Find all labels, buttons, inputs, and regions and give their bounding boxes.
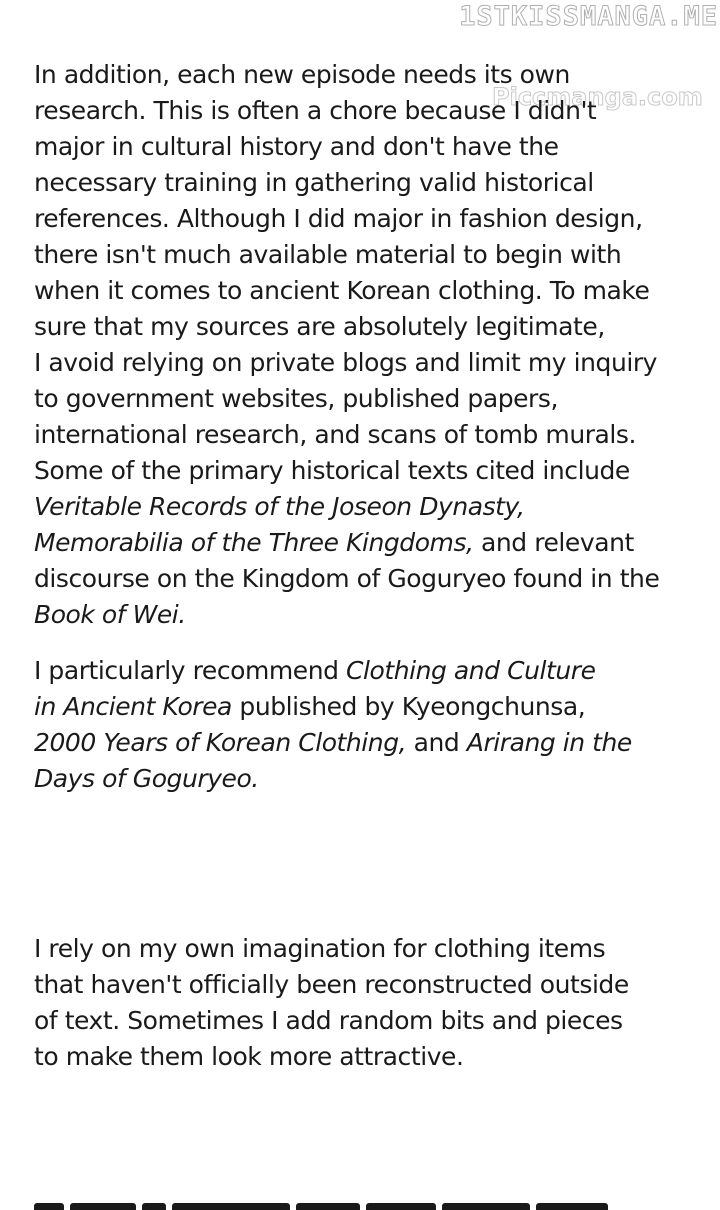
paragraph-recommendations bbox=[34, 653, 632, 797]
text-line bbox=[34, 201, 659, 237]
text-line bbox=[34, 525, 659, 561]
text-line bbox=[34, 93, 659, 129]
italic-title-text: in Ancient Korea bbox=[34, 692, 232, 721]
body-text: there isn't much available material to begin with bbox=[34, 240, 622, 269]
body-text: and bbox=[406, 728, 467, 757]
text-line bbox=[34, 381, 659, 417]
body-text: that haven't officially been reconstructed outside bbox=[34, 970, 629, 999]
paragraph-research bbox=[34, 57, 659, 633]
text-line bbox=[34, 761, 632, 797]
body-text: when it comes to ancient Korean clothing. To make bbox=[34, 276, 650, 305]
italic-title-text: Arirang in the bbox=[466, 728, 632, 757]
text-line bbox=[34, 57, 659, 93]
body-text: research. This is often a chore because I didn't bbox=[34, 96, 597, 125]
italic-title-text: Book of Wei. bbox=[34, 600, 186, 629]
body-text: I avoid relying on private blogs and limit my inquiry bbox=[34, 348, 658, 377]
site-watermark: 1STKISSMANGA.ME bbox=[459, 1, 718, 32]
body-text: major in cultural history and don't have the bbox=[34, 132, 559, 161]
body-text: of text. Sometimes I add random bits and pieces bbox=[34, 1006, 623, 1035]
body-text: to government websites, published papers, bbox=[34, 384, 558, 413]
text-line bbox=[34, 597, 659, 633]
body-text: necessary training in gathering valid historical bbox=[34, 168, 594, 197]
italic-title-text: Clothing and Culture bbox=[346, 656, 596, 685]
text-line bbox=[34, 345, 659, 381]
text-line bbox=[34, 165, 659, 201]
body-text: sure that my sources are absolutely legitimate, bbox=[34, 312, 605, 341]
body-text: international research, and scans of tomb murals. bbox=[34, 420, 636, 449]
body-text: references. Although I did major in fashion design, bbox=[34, 204, 643, 233]
text-line bbox=[34, 237, 659, 273]
italic-title-text: Days of Goguryeo. bbox=[34, 764, 259, 793]
text-line bbox=[34, 273, 659, 309]
body-text: and relevant bbox=[473, 528, 634, 557]
text-line bbox=[34, 653, 632, 689]
site-watermark-overlay: Piccmanga.com bbox=[492, 83, 703, 111]
body-text: discourse on the Kingdom of Goguryeo found in the bbox=[34, 564, 660, 593]
text-line bbox=[34, 931, 629, 967]
text-line bbox=[34, 417, 659, 453]
text-line bbox=[34, 725, 632, 761]
text-line bbox=[34, 689, 632, 725]
cut-off-text-line bbox=[34, 1190, 674, 1210]
text-line bbox=[34, 561, 659, 597]
body-text: I particularly recommend bbox=[34, 656, 347, 685]
text-line bbox=[34, 489, 659, 525]
text-line bbox=[34, 967, 629, 1003]
body-text: In addition, each new episode needs its own bbox=[34, 60, 570, 89]
text-line bbox=[34, 129, 659, 165]
body-text: I rely on my own imagination for clothing items bbox=[34, 934, 606, 963]
body-text: to make them look more attractive. bbox=[34, 1042, 464, 1071]
italic-title-text: Veritable Records of the Joseon Dynasty, bbox=[34, 492, 525, 521]
italic-title-text: 2000 Years of Korean Clothing, bbox=[34, 728, 407, 757]
text-line bbox=[34, 309, 659, 345]
text-line bbox=[34, 1003, 629, 1039]
text-line bbox=[34, 1039, 629, 1075]
italic-title-text: Memorabilia of the Three Kingdoms, bbox=[34, 528, 474, 557]
text-line bbox=[34, 453, 659, 489]
body-text: published by Kyeongchunsa, bbox=[231, 692, 586, 721]
paragraph-imagination bbox=[34, 931, 629, 1075]
body-text: Some of the primary historical texts cited include bbox=[34, 456, 630, 485]
